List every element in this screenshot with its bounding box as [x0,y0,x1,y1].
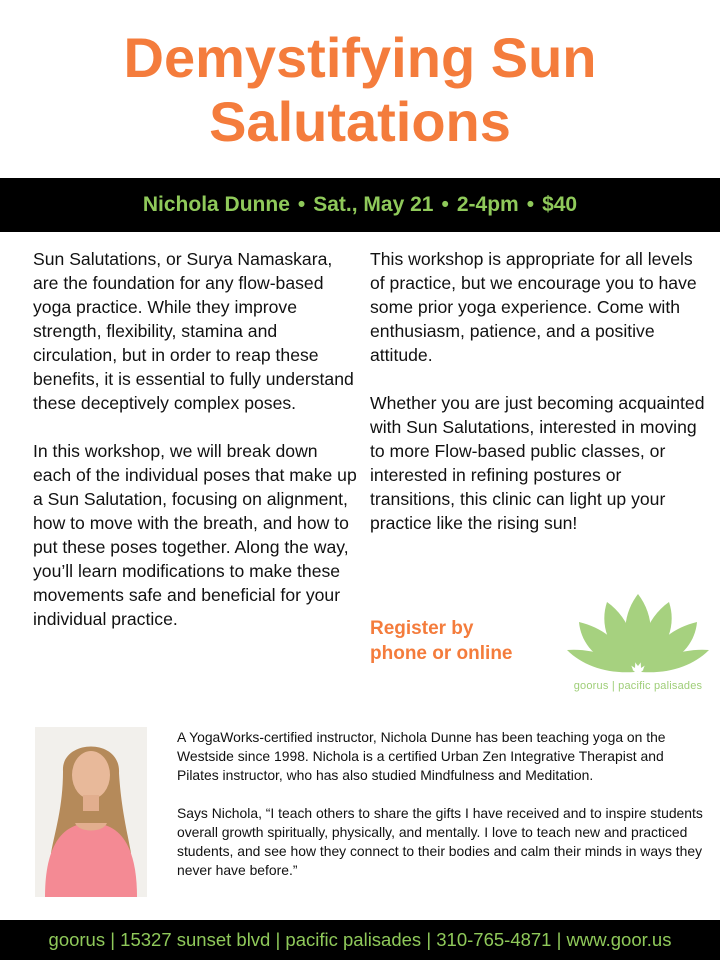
instructor-bio [177,728,705,899]
banner-time: 2-4pm [456,193,519,216]
logo-text: goorus | pacific palisades [573,680,703,692]
banner-separator: • [526,193,535,216]
right-paragraph-2: Whether you are just becoming acquainted with Sun Salutations, interested in moving to more Flow-based public classes, or interested in refining postures or transitions, this clinic can light up your practice like the rising sun! [370,393,705,533]
title-line-1: Demystifying Sun [123,26,597,89]
footer-text: goorus | 15327 sunset blvd | pacific palisades | 310-765-4871 | www.goor.us [48,929,672,950]
instructor-portrait-icon [35,727,147,897]
right-column [370,247,705,559]
register-callout [370,616,560,666]
bio-paragraph-1: A YogaWorks-certified instructor, Nichola Dunne has been teaching yoga on the Westside since 1998. Nichola is a certified Urban Zen Integrative Therapist and Pilates instructor, who has also studied Mindfulness and Meditation. [177,729,666,783]
register-line-1: Register by [370,618,474,639]
goorus-logo [558,588,718,698]
contact-footer [0,920,720,960]
event-banner [0,178,720,232]
bio-paragraph-2: Says Nichola, “I teach others to share the gifts I have received and to inspire students overall growth spiritually, physically, and mentally. I love to teach new and practiced students, and see how they connect to their bodies and calm their minds in ways they never have before.” [177,805,703,878]
banner-price: $40 [542,193,578,216]
banner-separator: • [297,193,306,216]
instructor-photo [35,727,147,897]
register-line-2: phone or online [370,643,513,664]
banner-separator: • [441,193,449,216]
left-paragraph-2: In this workshop, we will break down each of the individual poses that make up a Sun Salutation, focusing on alignment, how to move with the breath, and how to put these poses together. Along the way, you’ll learn modifications to make these movements safe and beneficial for your individual practice. [33,441,357,629]
right-paragraph-1: This workshop is appropriate for all levels of practice, but we encourage you to have some prior yoga experience. Come with enthusiasm, patience, and a positive attitude. [370,249,697,365]
lotus-icon [563,588,713,680]
left-column [33,247,358,655]
banner-instructor: Nichola Dunne [142,193,290,216]
left-paragraph-1: Sun Salutations, or Surya Namaskara, are the foundation for any flow-based yoga practice. While they improve strength, flexibility, stamina and circulation, but in order to reap these benefits, it is essential to fully understand these deceptively complex poses. [33,249,354,413]
banner-date: Sat., May 21 [313,193,434,216]
title-line-2: Salutations [209,90,511,153]
flyer-title [0,26,720,154]
